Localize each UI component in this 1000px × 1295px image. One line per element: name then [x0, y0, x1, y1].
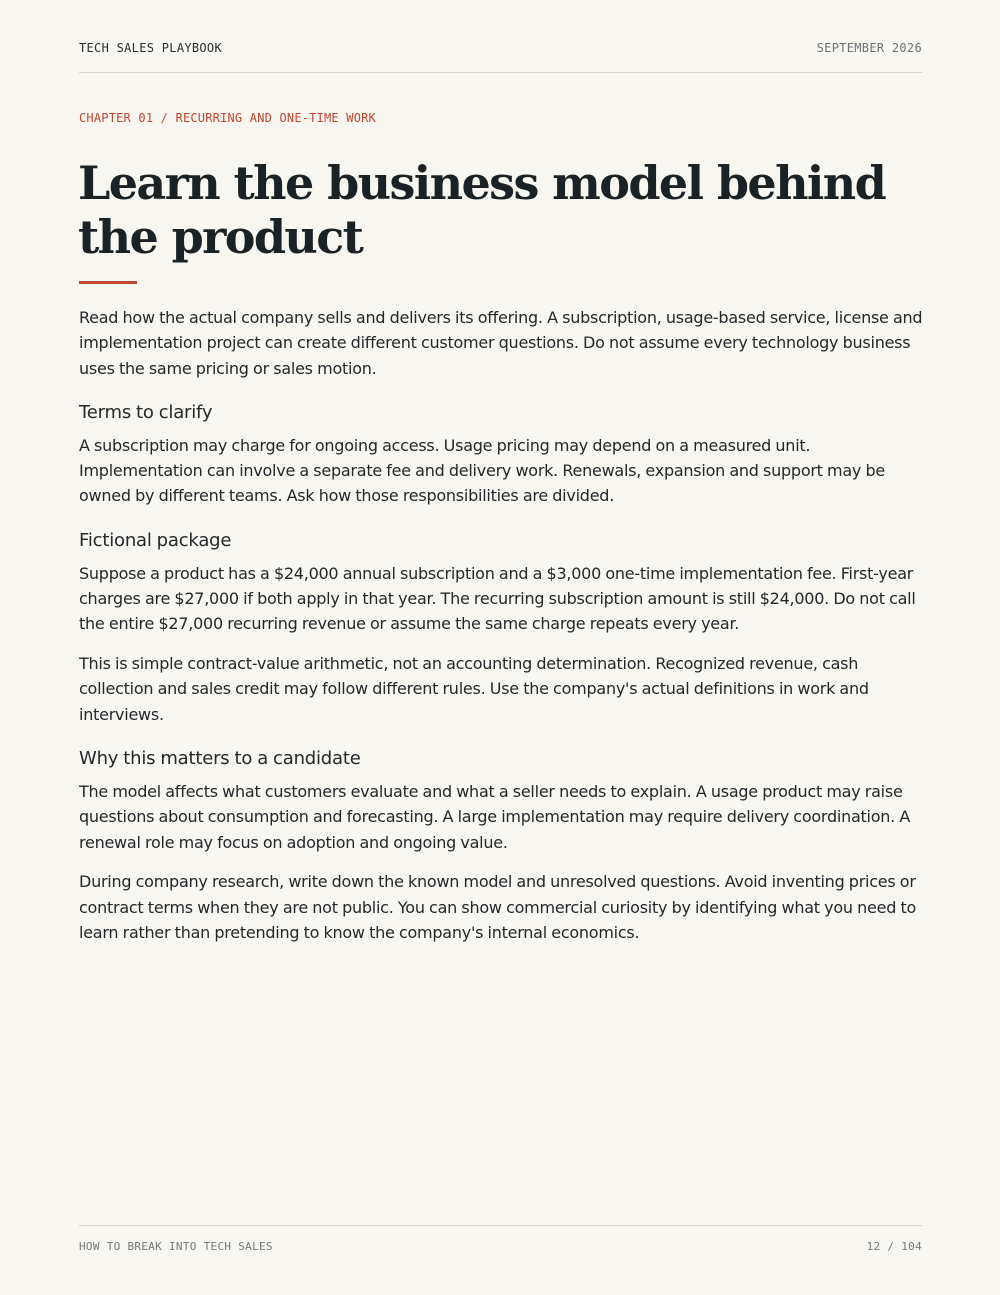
page-number: 12 / 104	[866, 1240, 922, 1253]
section-heading-candidate: Why this matters to a candidate	[79, 748, 361, 770]
section-paragraph: The model affects what customers evaluate and what a seller needs to explain. A usage product may raise questions about consumption and forecasting. A large implementation may require delivery coordination. A renewal role may focus on adoption and ongoing value.	[79, 782, 911, 852]
book-title: HOW TO BREAK INTO TECH SALES	[79, 1240, 273, 1253]
title-accent-rule	[79, 281, 137, 284]
chapter-kicker: CHAPTER 01 / RECURRING AND ONE-TIME WORK	[79, 111, 376, 125]
article-body	[79, 305, 925, 960]
publication-name: TECH SALES PLAYBOOK	[79, 41, 222, 55]
running-footer	[79, 1225, 922, 1253]
section-heading-fictional-package: Fictional package	[79, 529, 232, 551]
section-paragraph: A subscription may charge for ongoing access. Usage pricing may depend on a measured unit. Implementation can involve a separate fee and delivery work. Renewals, expansion and support may be owned by different teams. Ask how those responsibilities are divided.	[79, 435, 885, 506]
running-header	[79, 41, 922, 73]
section-paragraph: During company research, write down the known model and unresolved questions. Avoid inventing prices or contract terms when they are not public. You can show commercial curiosity by identifying what you need to learn rather than pretending to know the company's internal economics.	[79, 872, 916, 943]
section-paragraph: This is simple contract-value arithmetic, not an accounting determination. Recognized revenue, cash collection and sales credit may follow different rules. Use the company's actual definitions in work and interviews.	[79, 654, 869, 724]
section-heading-terms: Terms to clarify	[79, 401, 213, 423]
page-title: Learn the business model behind the product	[78, 156, 886, 264]
issue-date: SEPTEMBER 2026	[816, 41, 922, 55]
intro-paragraph: Read how the actual company sells and delivers its offering. A subscription, usage-based service, license and implementation project can create different customer questions. Do not assume every technology business uses the same pricing or sales motion.	[79, 308, 923, 378]
section-paragraph: Suppose a product has a $24,000 annual subscription and a $3,000 one-time implementation fee. First-year charges are $27,000 if both apply in that year. The recurring subscription amount is still $24,000. Do not call the entire $27,000 recurring revenue or assume the same charge repeats every year.	[79, 563, 916, 634]
